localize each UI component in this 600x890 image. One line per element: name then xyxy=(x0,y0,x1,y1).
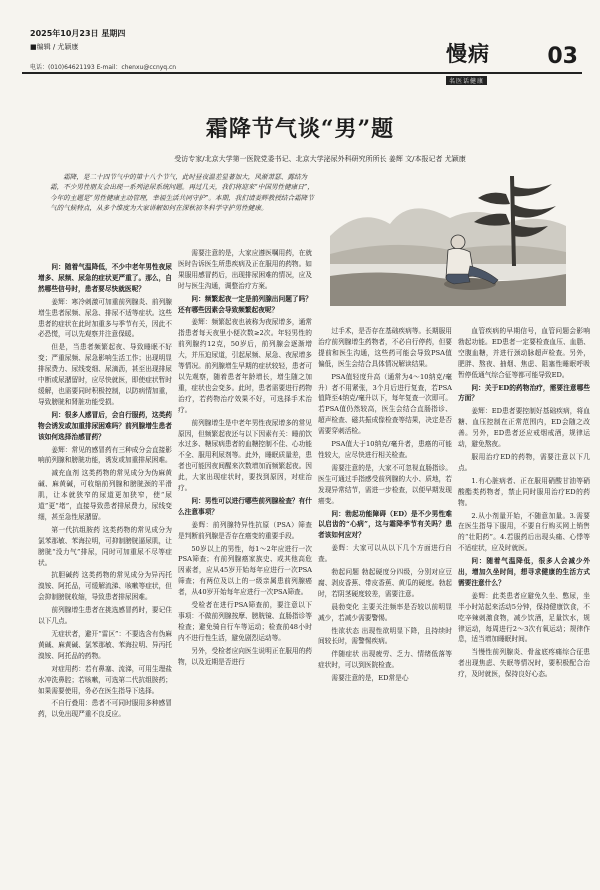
body-paragraph: 不自行叠用：患者不可同时服用多种感冒药，以免出现严重不良反应。 xyxy=(38,699,172,719)
body-paragraph: 性欲状态 出现性欲明显下降，且持续时间较长时，需警惕疾病。 xyxy=(318,626,452,646)
section-name: 慢病 xyxy=(446,42,490,66)
article-column-4 xyxy=(458,326,590,880)
editor-line: ■编辑 / 尤颖康 xyxy=(30,43,79,51)
body-paragraph: 姜辉：常见的感冒药有三种成分会直接影响前列腺和膀胱功能，诱发或加重排尿困难。 xyxy=(38,445,172,465)
article-lead: 霜降，是二十四节气中的第十八个节气，此时昼夜温差显著加大，风渐萧瑟、露结为霜，不少男性朋友会出现一系列泌尿系统问题。再过几天，我们将迎来“中国男性健康日”，今年的主题是“男性健康主动管理，幸福生活共同守护”。本期，我们请姜辉教授结合霜降节气的气候特点，从多个维度为大家讲解如何在深秋初冬科学守护男性健康。 xyxy=(50,173,314,213)
page-number: 03 xyxy=(547,44,578,69)
body-paragraph: 姜辉：寒冷刺激可加重前列腺炎、前列腺增生患者尿频、尿急、排尿不适等症状。这些患者的症状在此时加重多与季节有关，因此不必恐慌，可以先观察并注意保暖。 xyxy=(38,297,172,339)
question-paragraph: 问：随着气温降低，不少中老年男性夜尿增多、尿频、尿急的症状更严重了。那么，自然哪些信号时，患者要尽快就医呢？ xyxy=(38,263,172,293)
body-paragraph: 勃起问题 勃起硬度分四级，分别对应豆腐、剥皮香蕉、带皮香蕉、黄瓜的硬度。勃起时，若阴茎硬度较差，需要注意。 xyxy=(318,568,452,598)
body-paragraph: 50岁以上的男性，每1～2年应进行一次PSA筛查；有前列腺癌家族史、或其他高危因素者，应从45岁开始每年应进行一次PSA筛查；有两位及以上的一级亲属患前列腺癌者，从40岁开始每年应进行一次PSA筛查。 xyxy=(178,544,312,597)
section-subtitle: 名医话健康 xyxy=(446,76,487,85)
body-paragraph: 服用治疗ED的药物，需要注意以下几点。 xyxy=(458,452,590,472)
issue-date: 2025年10月23日 星期四 xyxy=(30,29,126,38)
article-column-1 xyxy=(38,262,172,880)
body-paragraph: 需要注意的是，ED常是心 xyxy=(331,674,409,683)
body-paragraph: 姜辉：ED患者要控制好基础疾病，将血糖、血压控制在正常范围内，ED会随之改善。另外，ED患者还应戒烟戒酒，规律运动，避免熬夜。 xyxy=(458,407,590,449)
article-column-2 xyxy=(178,248,312,880)
body-paragraph: 姜辉：频繁起夜也被称为夜尿增多，通常指患者每天夜里小便次数≥2次。年轻男性的前列腺约12克，50岁后，前列腺会逐渐增大，并压迫尿道，引起尿频、尿急、夜尿增多等情况。前列腺增生早期的症状较轻，患者可以先观察，随着患者年龄增长，增生随之加重，症状也会变多。此时，患者需要进行药物治疗，若药物治疗效果不好，可选择手术治疗。 xyxy=(178,318,312,414)
article-byline: 受访专家/北京大学第一医院党委书记、北京大学泌尿外科研究所所长 姜辉 文/本报记者 尤颖康 xyxy=(174,155,466,163)
body-paragraph: 姜辉：前列腺特异性抗原（PSA）筛查是判断前列腺是否存在癌变的重要手段。 xyxy=(178,520,312,540)
body-paragraph: 无症状者，避开“雷区”：不要选含有伪麻黄碱、麻黄碱、氯苯那敏、苯海拉明、异丙托溴铵、阿托品的药物。 xyxy=(38,630,172,660)
question-paragraph: 问：随着气温降低，很多人会减少外出，增加久坐时间，想寻求健康的生活方式需要注意什么？ xyxy=(458,557,590,587)
body-paragraph: 姜辉：大家可以从以下几个方面进行自查。 xyxy=(318,544,452,564)
illustration-man-by-lake xyxy=(330,166,566,306)
body-paragraph: 2.从小剂量开始，不随意加量。3.需要在医生指导下服用，不要自行购买网上销售的“壮阳药”。4.若服药后出现头痛、心悸等不适症状，应及时就医。 xyxy=(458,511,590,553)
masthead-rule xyxy=(22,72,582,74)
body-paragraph: 当慢性前列腺炎、骨盆底疼痛综合征患者出现焦虑、失眠等情况时，要积极配合治疗，及时就医，保持良好心态。 xyxy=(458,648,590,679)
body-paragraph: 血管疾病的早期信号，血管问题会影响勃起功能。ED患者一定要检查血压、血脂、空腹血糖，并进行颈动脉超声检查。另外，肥胖、熬夜、抽烟、焦虑、阻塞性睡眠呼吸暂停低通气综合征等都可能导致ED。 xyxy=(458,327,590,379)
body-paragraph: 需要注意的是，大家不可忽视直肠指诊。医生可通过手指感受前列腺的大小、质地，若发现异常结节，需进一步检查，以便早期发现癌变。 xyxy=(318,463,452,505)
body-paragraph: 过手术，是否存在基础疾病等。长期服用治疗前列腺增生药物者，不必自行停药，但要提前和医生沟通，这些药可能会导致PSA值偏低，医生会结合具体情况解读结果。 xyxy=(318,327,452,368)
body-paragraph: 姜辉：此类患者应避免久坐、憋尿，坐半小时站起来活动5分钟，保持健康饮食，不吃辛辣刺激食物，减少饮酒，足量饮水，规律运动，每周进行2～3次有氧运动；规律作息，适当增加睡眠时间。 xyxy=(458,591,590,644)
question-paragraph: 问：关于ED的药物治疗，需要注意哪些方面？ xyxy=(458,383,590,403)
contact-line: 电话：(010)64621193 E-mail：chenxu@ccnyq.cn xyxy=(30,64,177,71)
question-paragraph: 问：频繁起夜一定是前列腺出问题了吗？还有哪些因素会导致频繁起夜呢？ xyxy=(178,294,312,314)
question-paragraph: 问：男性可以进行哪些前列腺检查？有什么注意事项？ xyxy=(178,496,312,516)
question-paragraph: 问：很多人感冒后，会自行服药，这类药物会诱发或加重排尿困难吗？前列腺增生患者该如何选择治感冒药？ xyxy=(38,410,172,441)
body-paragraph: 伴随症状 出现疲劳、乏力、情绪低落等症状时，可以到医院检查。 xyxy=(318,650,452,670)
masthead xyxy=(22,10,582,85)
body-paragraph: 对症用药：若有鼻塞、流涕，可用生理盐水冲洗鼻腔；若咳嗽，可选第二代抗组胺药；如果需要使用，务必在医生指导下选择。 xyxy=(38,664,172,695)
body-paragraph: PSA值轻度升高（通常为4～10纳克/毫升）者不用紧张，3个月后进行复查，若PSA值降至4纳克/毫升以下，每年复查一次即可。若PSA值仍然较高，医生会结合直肠指诊、超声检查、磁共振成像检查等结果，决定是否需要穿刺活检。 xyxy=(318,372,452,436)
article-title: 霜降节气谈“男”题 xyxy=(205,116,395,142)
body-paragraph: 前列腺增生是中老年男性夜尿增多的常见原因，但频繁起夜还与以下因素有关：睡前饮水过多、糖尿病患者的血糖控制不佳、心功能不全、服用利尿剂等。此外，睡眠质量差，患者也可能因夜间醒来次数增加而频繁起夜。因此，大家出现症状时，要找到原因，对症治疗。 xyxy=(178,418,312,493)
section-logo xyxy=(446,38,528,85)
body-paragraph: 减充血剂 这类药物的常见成分为伪麻黄碱、麻黄碱，可收缩前列腺和膀胱颈的平滑肌，让本就狭窄的尿道更加狭窄，使“尿道”更“堵”，直接导致患者排尿费力，尿线变细，甚至急性尿潴留。 xyxy=(38,469,172,521)
question-paragraph: 问：勃起功能障碍（ED）是不少男性难以启齿的“心病”，这与霜降季节有关吗？患者该如何应对？ xyxy=(318,509,452,540)
body-paragraph: 1.有心脏病者、正在服用硝酸甘油等硝酸酯类药物者，禁止同时服用治疗ED的药物。 xyxy=(458,476,590,507)
body-paragraph: 前列腺增生患者在挑选感冒药时，要记住以下几点。 xyxy=(38,606,172,626)
body-paragraph: 抗胆碱药 这类药物的常见成分为异丙托溴铵、阿托品，可缓解流涕、咳嗽等症状，但会抑制膀胱收缩，导致患者排尿困难。 xyxy=(38,571,172,602)
body-paragraph: 另外，受检者应向医生说明正在服用的药物，以及近期是否进行 xyxy=(178,646,312,666)
body-paragraph: 但是，当患者频繁起夜、导致睡眠不好变；严重尿频、尿急影响生活工作；出现明显排尿费力、尿线变细、尿滴沥，甚至出现排尿中断或尿潴留时，应尽快就医，即使症状暂时缓解，也需要同时积极控制，以防病情加重，导致膀胱和肾脏功能受损。 xyxy=(38,343,172,406)
body-paragraph: 受检者在进行PSA筛查前，要注意以下事项：不做前列腺按摩、膀胱镜、直肠指诊等检查；避免骑自行车等运动；检查前48小时内不进行性生活，避免剧烈运动等。 xyxy=(178,601,312,642)
body-paragraph: 第一代抗组胺药 这类药物的常见成分为氯苯那敏、苯海拉明，可抑制膀胱逼尿肌，让膀胱“没力气”排尿，同时可加重尿不尽等症状。 xyxy=(38,525,172,567)
article-column-3 xyxy=(318,326,452,880)
body-paragraph: 晨勃变化 主要关注频率是否较以前明显减少，若减少需要警惕。 xyxy=(318,602,452,622)
body-paragraph: 需要注意的是，大家应遵医嘱用药，在就医时告诉医生所患疾病及正在服用的药物。如果服用感冒药后，出现排尿困难的情况，应及时与医生沟通，调整治疗方案。 xyxy=(178,249,312,290)
body-paragraph: PSA值大于10纳克/毫升者，患癌的可能性较大，应尽快进行相关检查。 xyxy=(318,440,452,459)
